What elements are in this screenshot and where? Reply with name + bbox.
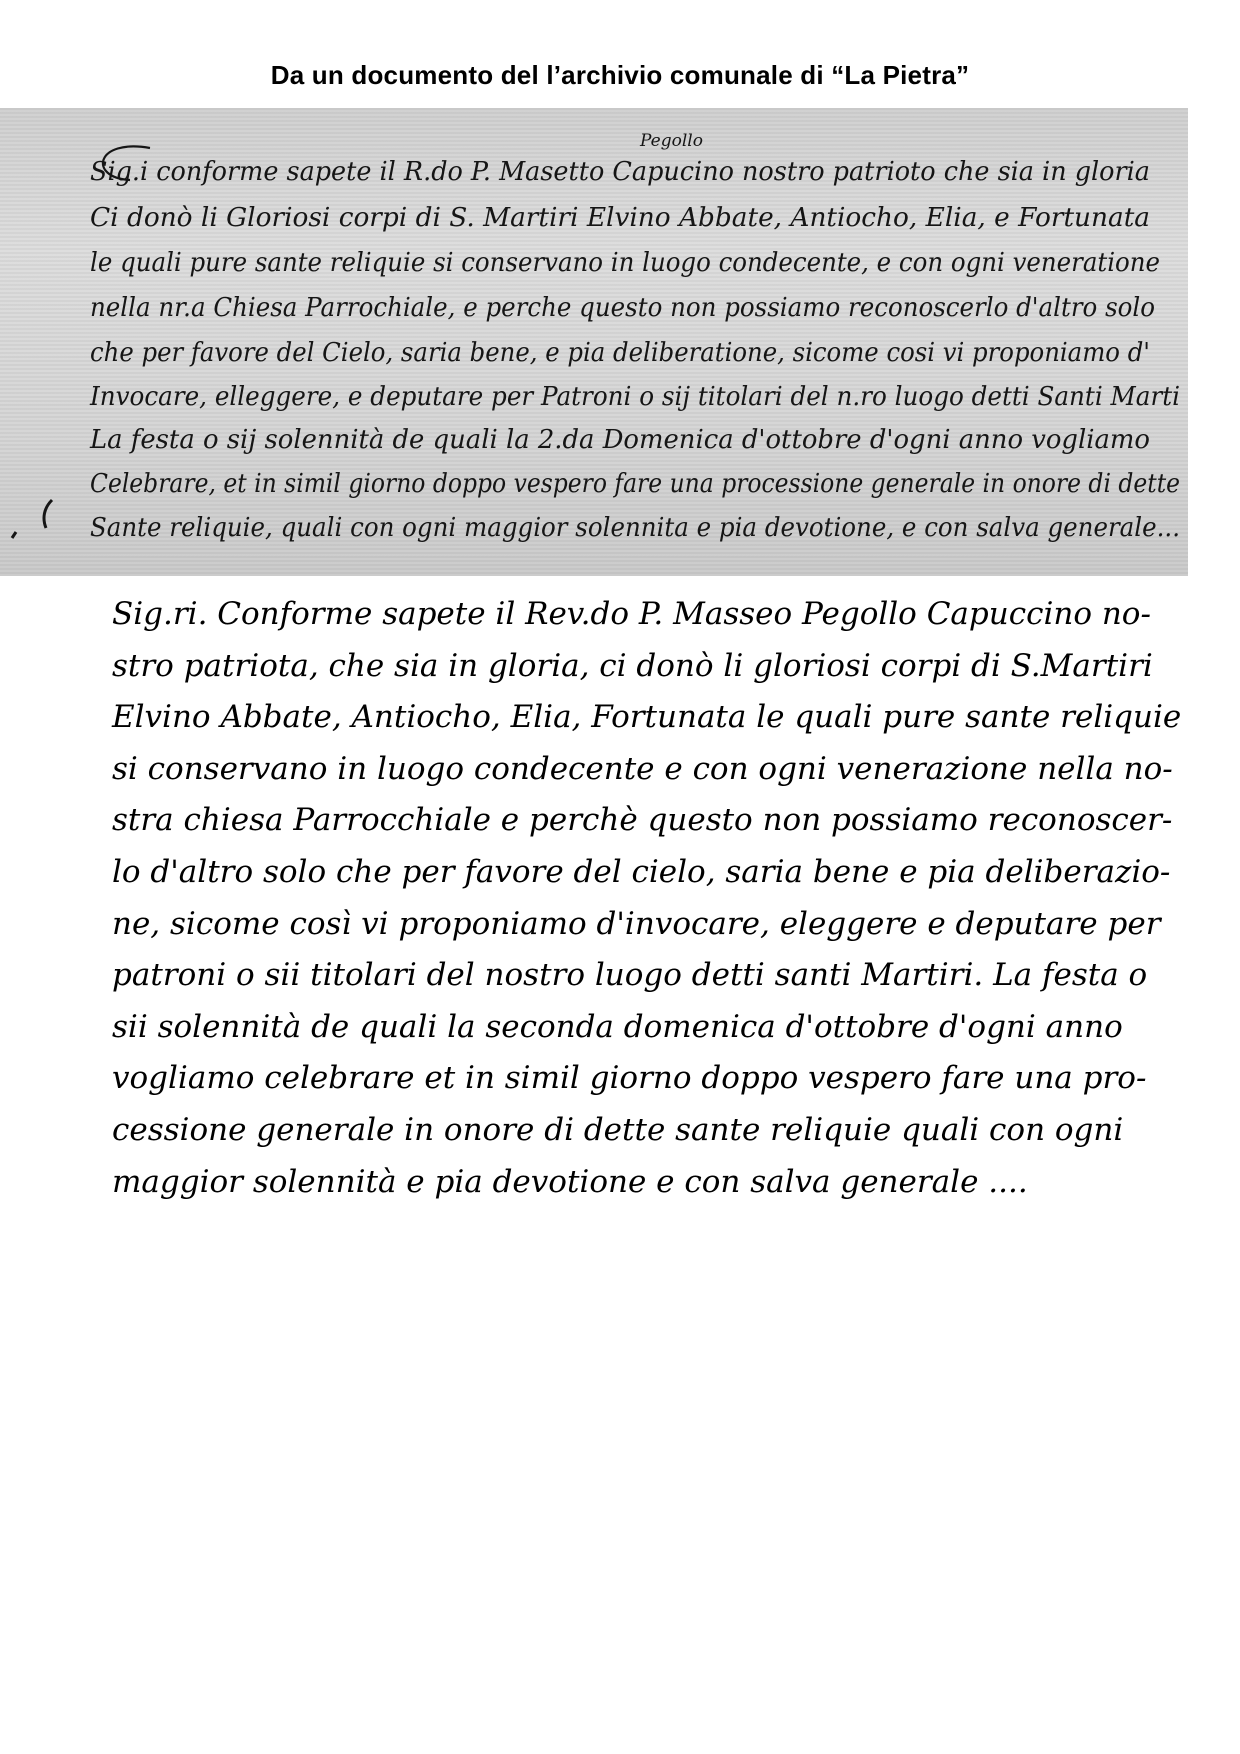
manuscript-line: nella nr.a Chiesa Parrochiale, e perche questo non possiamo reconoscerlo d'altro solo (90, 293, 1155, 323)
manuscript-margin-mark (12, 532, 16, 538)
transcription-text (112, 589, 1182, 1208)
transcription-line: Elvino Abbate, Antiocho, Elia, Fortunata le quali pure sante reliquie (112, 699, 1182, 736)
transcription-line: stra chiesa Parrocchiale e perchè questo non possiamo reconoscer- (112, 802, 1173, 839)
manuscript-scan-image (0, 108, 1188, 576)
transcription-line: si conservano in luogo condecente e con ogni venerazione nella no- (112, 750, 1173, 787)
transcription-line: cessione generale in onore di dette sante reliquie quali con ogni (112, 1111, 1124, 1148)
manuscript-line: Sig.i conforme sapete il R.do P. Masetto Capucino nostro patrioto che sia in gloria (90, 157, 1150, 187)
manuscript-annotation: Pegollo (640, 131, 703, 151)
transcription-line: patroni o sii titolari del nostro luogo detti santi Martiri. La festa o (112, 957, 1148, 994)
manuscript-line: Ci donò li Gloriosi corpi di S. Martiri Elvino Abbate, Antiocho, Elia, e Fortunata (90, 203, 1150, 233)
transcription-line: Sig.ri. Conforme sapete il Rev.do P. Masseo Pegollo Capuccino no- (112, 596, 1151, 632)
transcription-line: ne, sicome così vi proponiamo d'invocare, eleggere e deputare per (112, 905, 1161, 942)
page-title: Da un documento del l’archivio comunale di “La Pietra” (270, 60, 970, 90)
manuscript-line: le quali pure sante reliquie si conservano in luogo condecente, e con ogni veneratione (90, 248, 1160, 278)
transcription-line: sii solennità de quali la seconda domenica d'ottobre d'ogni anno (112, 1008, 1123, 1045)
manuscript-line: Celebrare, et in simil giorno doppo vespero fare una processione generale in onore di dette (90, 469, 1180, 499)
transcription-line: vogliamo celebrare et in simil giorno doppo vespero fare una pro- (112, 1060, 1147, 1097)
manuscript-handwriting (0, 108, 1188, 576)
manuscript-line: Invocare, elleggere, e deputare per Patroni o sij titolari del n.ro luogo detti Santi Marti (89, 382, 1181, 412)
manuscript-margin-mark (44, 500, 52, 528)
manuscript-line: che per favore del Cielo, saria bene, e pia deliberatione, sicome cosi vi proponiamo d' (90, 338, 1150, 368)
transcription-line: lo d'altro solo che per favore del cielo, saria bene e pia deliberazio- (112, 853, 1171, 890)
transcription-line: maggior solennità e pia devotione e con salva generale .... (112, 1163, 1028, 1200)
manuscript-line: Sante reliquie, quali con ogni maggior solennita e pia devotione, e con salva generale... (90, 513, 1180, 543)
transcription-line: stro patriota, che sia in gloria, ci donò li gloriosi corpi di S.Martiri (112, 647, 1153, 684)
manuscript-line: La festa o sij solennità de quali la 2.da Domenica d'ottobre d'ogni anno vogliamo (89, 425, 1151, 455)
